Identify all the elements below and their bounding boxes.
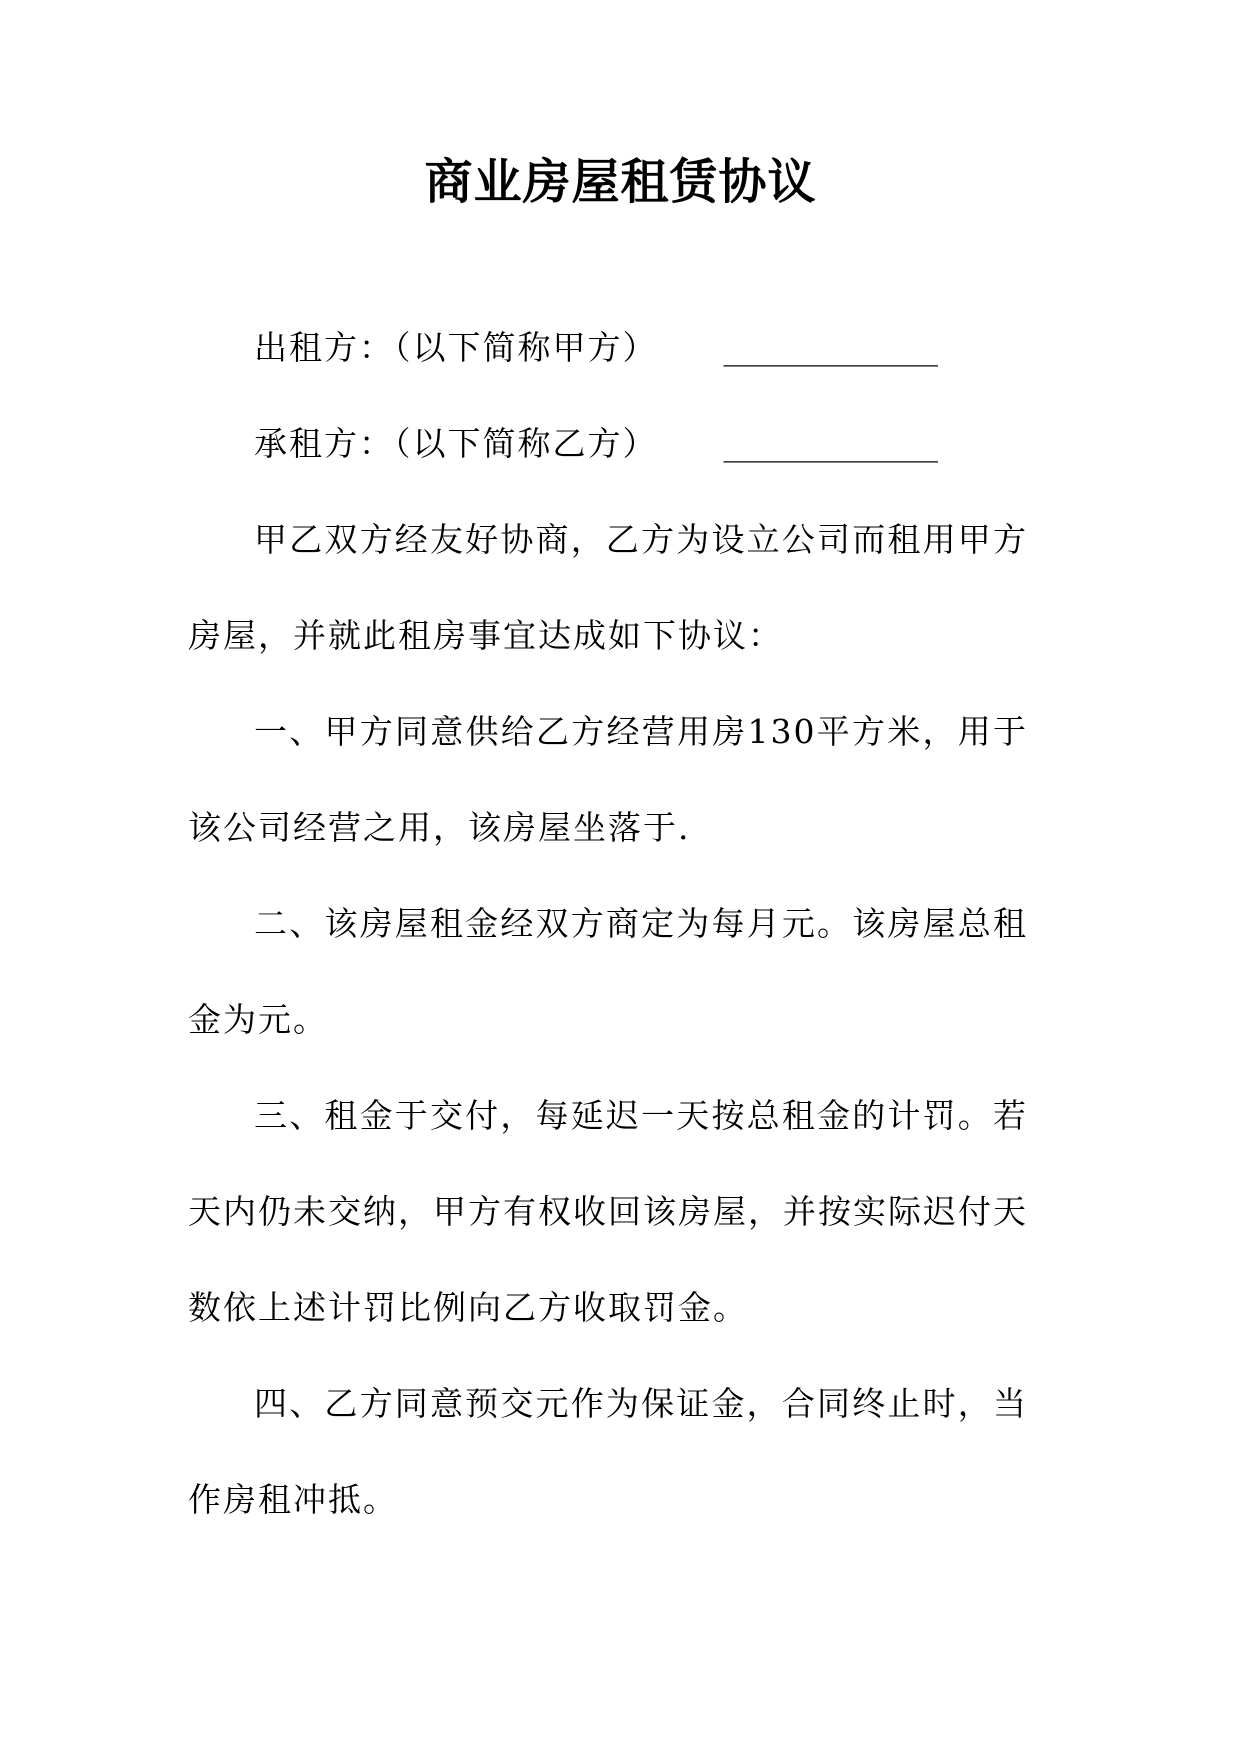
- lessee-label: 承租方：（以下简称乙方）: [254, 424, 658, 463]
- paragraph-clause-2: 二、该房屋租金经双方商定为每月元。该房屋总租金为元。: [188, 904, 1028, 1039]
- paragraph-clause-1: 一、甲方同意供给乙方经营用房130平方米，用于该公司经营之用，该房屋坐落于.: [188, 712, 1028, 847]
- lessor-label: 出租方：（以下简称甲方）: [254, 328, 658, 367]
- paragraph-clause-4: 四、乙方同意预交元作为保证金，合同终止时，当作房租冲抵。: [188, 1384, 1028, 1519]
- paragraph-intro: 甲乙双方经友好协商，乙方为设立公司而租用甲方房屋，并就此租房事宜达成如下协议：: [188, 520, 1028, 655]
- lessor-line: [188, 300, 1028, 396]
- document-body: [188, 300, 1028, 1548]
- lessee-blank: _____________: [723, 424, 938, 463]
- document-title: 商业房屋租赁协议: [424, 154, 817, 210]
- lessor-blank: _____________: [723, 328, 938, 367]
- lessee-line: [188, 396, 1028, 492]
- paragraph-clause-3: 三、租金于交付，每延迟一天按总租金的计罚。若天内仍未交纳，甲方有权收回该房屋，并按实际迟付天数依上述计罚比例向乙方收取罚金。: [188, 1096, 1028, 1327]
